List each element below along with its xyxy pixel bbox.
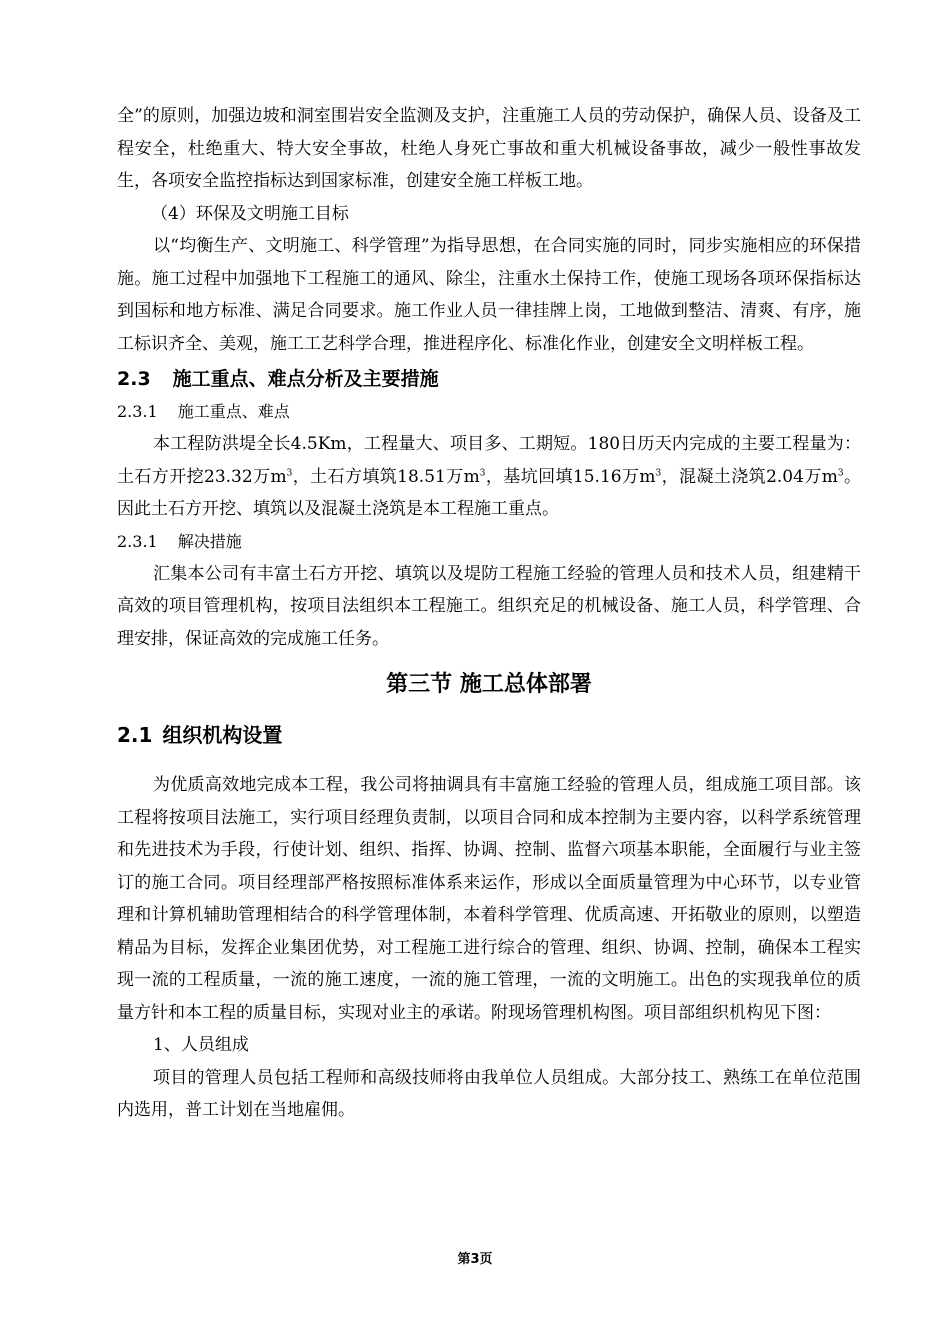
page-number: 第3页 — [457, 1252, 493, 1267]
superscript: 3 — [286, 467, 293, 478]
heading-number: 2.1 — [117, 723, 153, 747]
paragraph-key-points — [117, 428, 861, 526]
heading-text: 施工重点、难点分析及主要措施 — [172, 368, 439, 390]
item-environment-goal: （4）环保及文明施工目标 — [151, 203, 349, 224]
heading-number: 2.3.1 — [117, 402, 158, 421]
heading-text: 施工重点、难点 — [177, 402, 290, 421]
heading-2-3-1-key-points — [117, 396, 861, 428]
text-span: ，混凝土浇筑2.04万m — [661, 466, 838, 487]
heading-2-3-1-measures — [117, 526, 861, 558]
heading-number: 2.3.1 — [117, 531, 158, 551]
paragraph-staff: 项目的管理人员包括工程师和高级技师将由我单位人员组成。大部分技工、熟练工在单位范围内选用，普工计划在当地雇佣。 — [117, 1067, 861, 1120]
paragraph-organization: 为优质高效地完成本工程，我公司将抽调具有丰富施工经验的管理人员，组成施工项目部。该工程将按项目法施工，实行项目经理负责制，以项目合同和成本控制为主要内容，以科学系统管理和先进技术为手段，行使计划、组织、指挥、协调、控制、监督六项基本职能，全面履行与业主签订的施工合同。项目经理部严格按照标准体系来运作，形成以全面质量管理为中心环节，以专业管理和计算机辅助管理相结合的科学管理体制，本着科学管理、优质高速、开拓敬业的原则，以塑造精品为目标，发挥企业集团优势，对工程施工进行综合的管理、组织、协调、控制，确保本工程实现一流的工程质量，一流的施工速度，一流的施工管理，一流的文明施工。出色的实现我单位的质量方针和本工程的质量目标，实现对业主的承诺。附现场管理机构图。项目部组织机构见下图： — [117, 775, 861, 1023]
text-span: ，基坑回填15.16万m — [485, 466, 656, 487]
text-span: 本工程防洪堤全长4.5Km，工程量大、项目多、工期短。180日历天内完成的主要工程量为：土石方开挖23.32万m — [117, 434, 861, 487]
heading-2-3 — [117, 362, 861, 396]
paragraph-safety-goal-cont: 全”的原则，加强边坡和洞室围岩安全监测及支护，注重施工人员的劳动保护，确保人员、设备及工程安全，杜绝重大、特大安全事故，杜绝人身死亡事故和重大机械设备事故，减少一般性事故发生，各项安全监控指标达到国家标准，创建安全施工样板工地。 — [117, 106, 861, 191]
document-page — [117, 100, 861, 1127]
section-title: 第三节 施工总体部署 — [386, 672, 592, 697]
paragraph-environment-goal: 以“均衡生产、文明施工、科学管理”为指导思想，在合同实施的同时，同步实施相应的环保措施。施工过程中加强地下工程施工的通风、除尘，注重水土保持工作，使施工现场各项环保指标达到国标和地方标准、满足合同要求。施工作业人员一律挂牌上岗，工地做到整洁、清爽、有序，施工标识齐全、美观，施工工艺科学合理，推进程序化、标准化作业，创建安全文明样板工程。 — [117, 236, 861, 354]
superscript: 3 — [655, 467, 662, 478]
heading-text: 组织机构设置 — [162, 723, 283, 747]
paragraph-measures: 汇集本公司有丰富土石方开挖、填筑以及堤防工程施工经验的管理人员和技术人员，组建精干高效的项目管理机构，按项目法组织本工程施工。组织充足的机械设备、施工人员，科学管理、合理安排，保证高效的完成施工任务。 — [117, 563, 861, 649]
heading-number: 2.3 — [117, 368, 151, 390]
item-staff-composition: 1、人员组成 — [153, 1035, 249, 1055]
text-span: ，土石方填筑18.51万m — [292, 466, 480, 487]
heading-2-1 — [117, 717, 861, 753]
superscript: 3 — [837, 467, 844, 478]
heading-text: 解决措施 — [177, 531, 242, 551]
superscript: 3 — [479, 467, 486, 478]
text-span: 。因此土石方开挖、填筑以及混凝土浇筑是本工程施工重点。 — [117, 466, 861, 519]
